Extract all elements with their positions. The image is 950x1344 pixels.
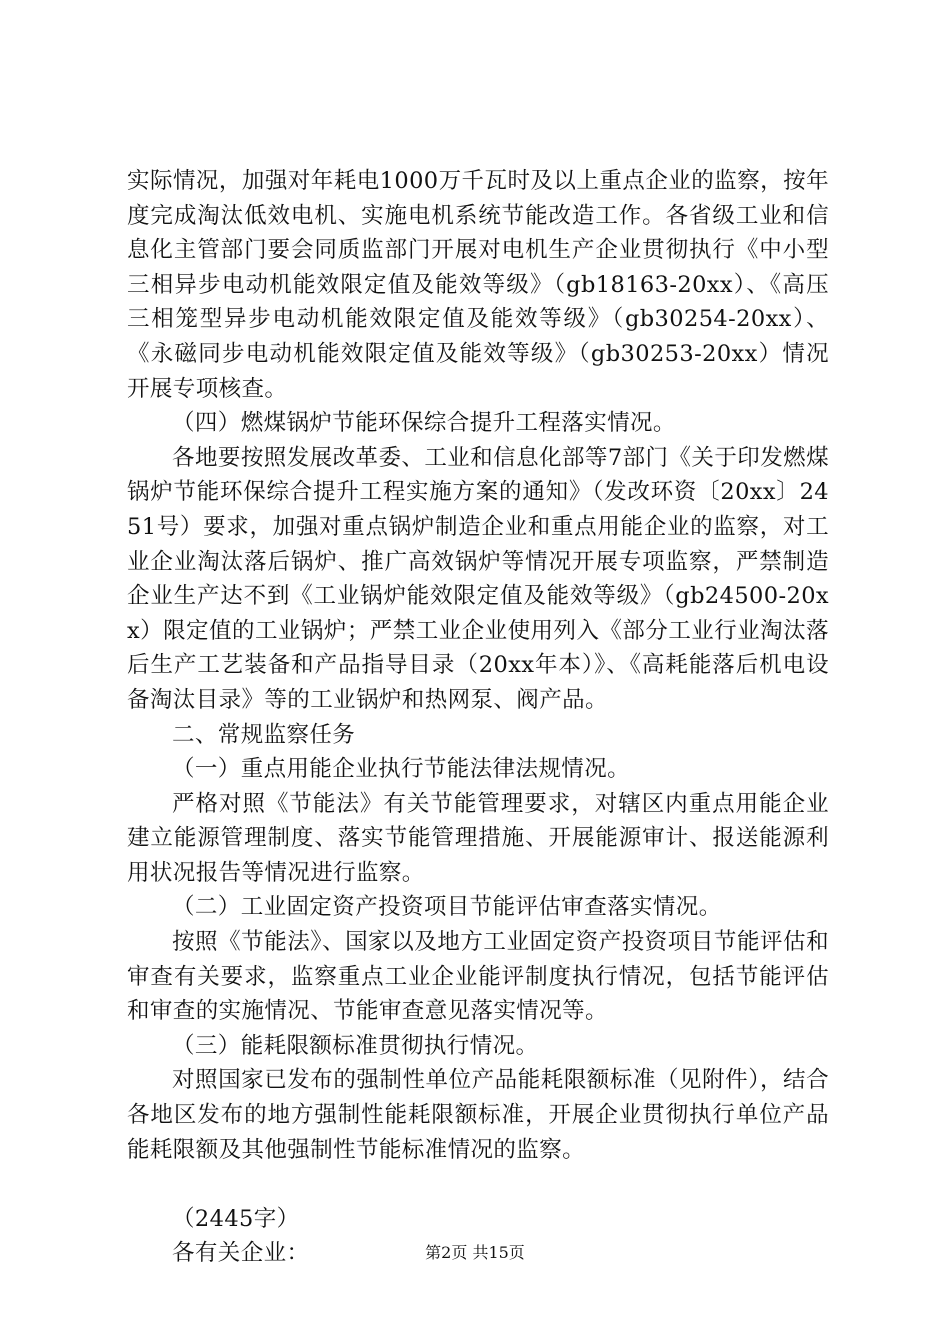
page-footer: 第2页 共15页 — [425, 1243, 525, 1262]
heading-investment-review: （二）工业固定资产投资项目节能评估审查落实情况。 — [172, 894, 722, 921]
paragraph-coal-boiler: 各地要按照发展改革委、工业和信息化部等7部门《关于印发燃煤锅炉节能环保综合提升工程实施方案的通知》（发改环资〔20xx〕2451号）要求，加强对重点锅炉制造企业和重点用能企业的监察，对工业企业淘汰落后锅炉、推广高效锅炉等情况开展专项监察，严禁制造企业生产达不到《工业锅炉能效限定值及能效等级》（gb24500-20xx）限定值的工业锅炉；严禁工业企业使用列入《部分工业行业淘汰落后生产工艺装备和产品指导目录（20xx年本）》、《高耗能落后机电设备淘汰目录》等的工业锅炉和热网泵、阀产品。 — [127, 444, 829, 713]
salutation: 各有关企业： — [172, 1240, 310, 1267]
word-count: （2445字） — [172, 1205, 300, 1232]
heading-key-enterprises: （一）重点用能企业执行节能法律法规情况。 — [172, 756, 631, 783]
heading-coal-boiler: （四）燃煤锅炉节能环保综合提升工程落实情况。 — [172, 410, 676, 437]
paragraph-energy-quota: 对照国家已发布的强制性单位产品能耗限额标准（见附件），结合各地区发布的地方强制性能耗限额标准，开展企业贯彻执行单位产品能耗限额及其他强制性节能标准情况的监察。 — [127, 1067, 829, 1163]
paragraph-key-enterprises: 严格对照《节能法》有关节能管理要求，对辖区内重点用能企业建立能源管理制度、落实节能管理措施、开展能源审计、报送能源利用状况报告等情况进行监察。 — [127, 790, 829, 886]
heading-energy-quota: （三）能耗限额标准贯彻执行情况。 — [172, 1032, 539, 1059]
paragraph-investment-review: 按照《节能法》、国家以及地方工业固定资产投资项目节能评估和审查有关要求，监察重点工业企业能评制度执行情况，包括节能评估和审查的实施情况、节能审查意见落实情况等。 — [127, 929, 829, 1025]
heading-routine-tasks: 二、常规监察任务 — [172, 721, 356, 748]
document-body — [127, 164, 829, 1271]
paragraph-gap — [127, 1167, 829, 1202]
paragraph-motor-efficiency: 实际情况，加强对年耗电1000万千瓦时及以上重点企业的监察，按年度完成淘汰低效电机、实施电机系统节能改造工作。各省级工业和信息化主管部门要会同质监部门开展对电机生产企业贯彻执行《中小型三相异步电动机能效限定值及能效等级》（gb18163-20xx）、《高压三相笼型异步电动机能效限定值及能效等级》（gb30254-20xx）、《永磁同步电动机能效限定值及能效等级》（gb30253-20xx）情况开展专项核查。 — [127, 168, 829, 402]
